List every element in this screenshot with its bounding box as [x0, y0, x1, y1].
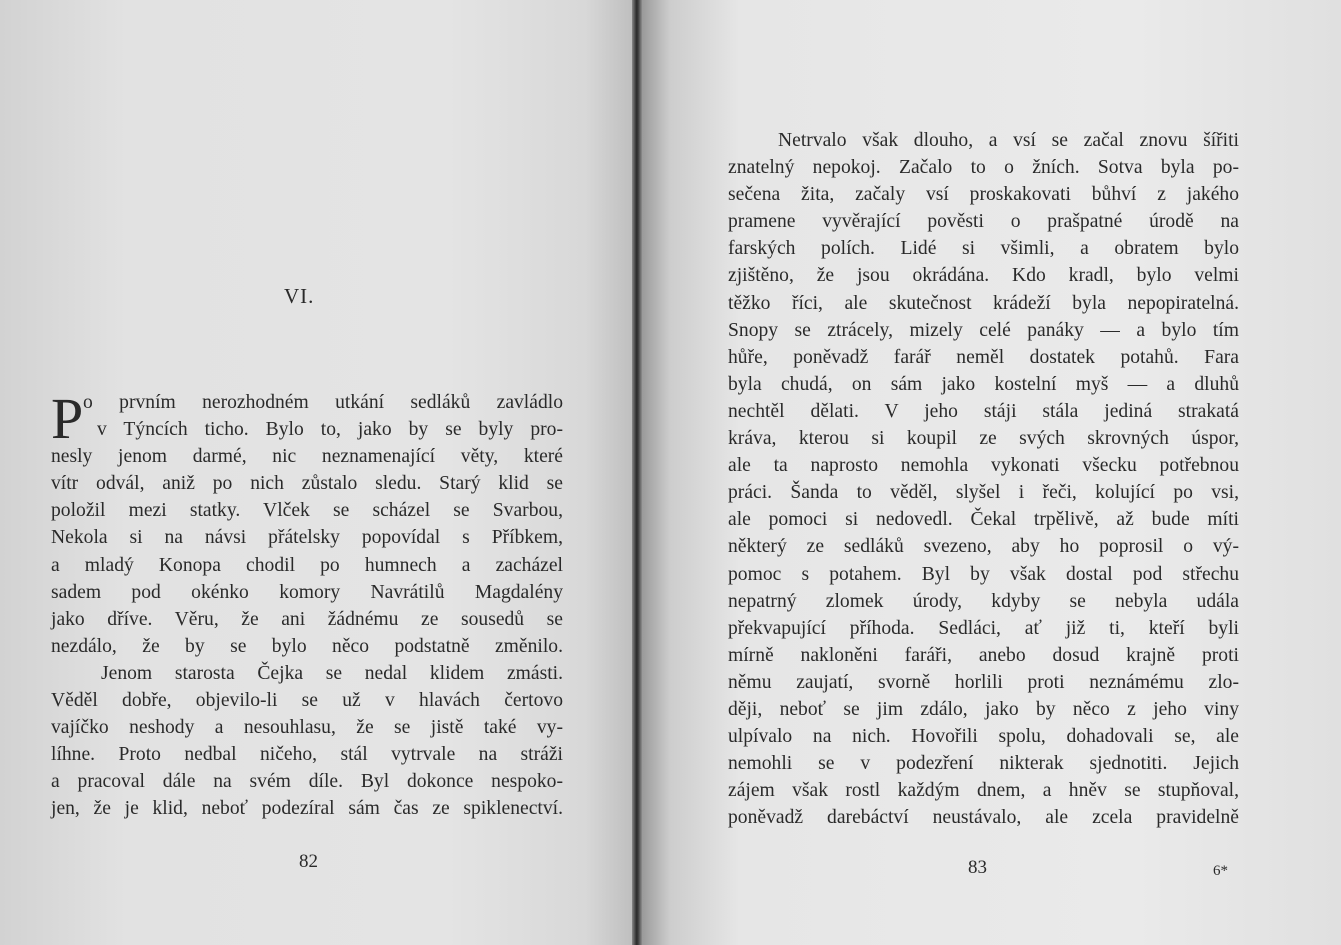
signature-mark: 6*: [1213, 863, 1228, 879]
text-line: líhne. Proto nedbal ničeho, stál vytrvale na stráži: [51, 744, 563, 766]
text-line: mírně nakloněni faráři, anebo dosud krajně proti: [728, 644, 1239, 666]
text-line: Netrvalo však dlouho, a vsí se začal znovu šířiti: [778, 130, 1239, 151]
text-line: jen, že je klid, neboť podezíral sám čas ze spiklenectví.: [51, 798, 563, 820]
text-line: Věděl dobře, objevilo-li se už v hlavách čertovo: [51, 690, 563, 712]
text-line: znatelný nepokoj. Začalo to o žních. Sotva byla po-: [728, 157, 1239, 179]
text-line: nepatrný zlomek úrody, kdyby se nebyla udála: [728, 590, 1239, 612]
text-line: ale ta naprosto nemohla vykonati všecku potřebnou: [728, 455, 1239, 477]
text-line: jako dříve. Věru, že ani žádnému ze sousedů se: [51, 608, 563, 630]
text-line: překvapující příhoda. Sedláci, ať již ti, kteří byli: [728, 617, 1239, 639]
text-line: některý ze sedláků svezeno, aby ho poprosil o vý-: [728, 536, 1239, 558]
text-line: a mladý Konopa chodil po humnech a zacházel: [51, 554, 563, 576]
text-line: ulpívalo na nich. Hovořili spolu, dohadovali se, ale: [728, 726, 1239, 748]
right-page-text: [728, 127, 1239, 831]
book-gutter: [632, 0, 642, 945]
text-line: nesly jenom darmé, nic neznamenající věty, které: [51, 446, 563, 468]
text-line: v Týncích ticho. Bylo to, jako by se byly pro-: [97, 419, 563, 441]
text-line: pomoc s potahem. Byl by však dostal pod střechu: [728, 563, 1239, 585]
text-line: práci. Šanda to věděl, slyšel i řeči, kolující po vsi,: [728, 482, 1239, 504]
text-line: Jenom starosta Čejka se nedal klidem zmásti.: [101, 662, 563, 684]
text-line: nemohli se v podezření nikterak sjednotiti. Jejich: [728, 753, 1239, 775]
text-line: sadem pod okénko komory Navrátilů Magdalény: [51, 581, 563, 603]
text-line: poněvadž darebáctví neustávalo, ale zcela pravidelně: [728, 807, 1239, 829]
text-line: ale pomoci si nedovedl. Čekal trpělivě, až bude míti: [728, 509, 1239, 531]
drop-cap: P: [51, 386, 84, 451]
text-line: Nekola si na návsi přátelsky popovídal s Příbkem,: [51, 527, 563, 549]
chapter-heading: VI.: [284, 284, 315, 308]
text-line: sečena žita, začaly vsí proskakovati bůhví z jakého: [728, 184, 1239, 206]
text-line: nechtěl dělati. V jeho stáji stála jediná strakatá: [728, 400, 1239, 422]
text-line: vajíčko neshody a nesouhlasu, že se jistě také vy-: [51, 717, 563, 739]
text-line: pramene vyvěrající pověsti o prašpatné úrodě na: [728, 211, 1239, 233]
text-line: kráva, kterou si koupil ze svých skrovných úspor,: [728, 428, 1239, 450]
page-number-left: 82: [299, 851, 318, 872]
text-line: a pracoval dále na svém díle. Byl dokonce nespoko-: [51, 771, 563, 793]
text-line: ději, neboť se jim zdálo, jako by něco z jeho viny: [728, 698, 1239, 720]
text-line: zájem však rostl každým dnem, a hněv se stupňoval,: [728, 780, 1239, 802]
text-line: byla chudá, on sám jako kostelní myš — a dluhů: [728, 373, 1239, 395]
text-line: němu zaujatí, svorně horlili proti neznámému zlo-: [728, 671, 1239, 693]
text-line: položil mezi statky. Vlček se scházel se Svarbou,: [51, 500, 563, 522]
text-line: hůře, poněvadž farář neměl dostatek potahů. Fara: [728, 346, 1239, 368]
text-line: těžko říci, ale skutečnost krádeží byla nepopiratelná.: [728, 292, 1239, 314]
left-page-text: [51, 389, 563, 823]
text-line: o prvním nerozhodném utkání sedláků zavládlo: [83, 392, 563, 413]
text-line: vítr odvál, aniž po nich zůstalo sledu. Starý klid se: [51, 473, 563, 495]
text-line: Snopy se ztrácely, mizely celé panáky — a bylo tím: [728, 319, 1239, 341]
text-line: farských polích. Lidé si všimli, a obratem bylo: [728, 238, 1239, 260]
text-line: zjištěno, že jsou okrádána. Kdo kradl, bylo velmi: [728, 265, 1239, 287]
text-line: nezdálo, že by se bylo něco podstatně změnilo.: [51, 635, 563, 657]
page-number-right: 83: [968, 857, 987, 878]
